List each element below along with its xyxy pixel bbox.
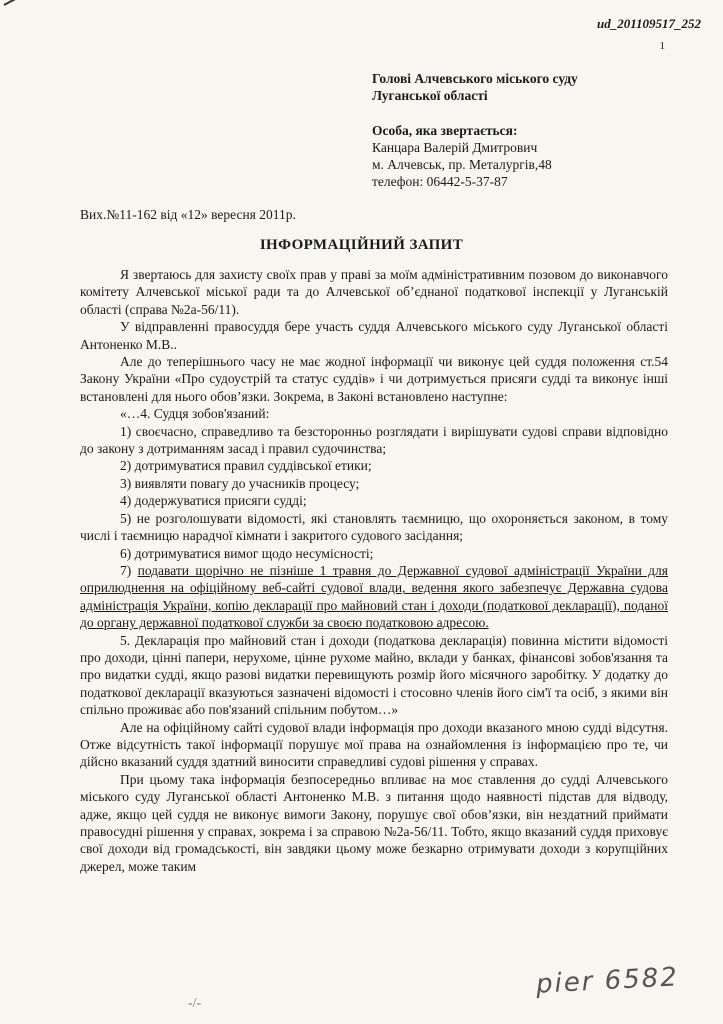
paragraph: 2) дотримуватися правил суддівської етики; [120,458,372,474]
paragraph: 3) виявляти повагу до учасників процесу; [120,475,360,491]
paragraph: 1) своєчасно, справедливо та безсторонньо розглядати і вирішувати судові справи відповідно до закону з дотриманням засад і правил судочинства; [80,423,668,457]
addressee-line-2: Луганської області [372,88,488,103]
document-body [80,266,668,875]
paragraph: При цьому така інформація безпосередньо впливає на моє ставлення до судді Алчевського міського суду Луганської області Антоненко М.В. з питання щодо наявності підстав для відводу, адже, якщо цей суддя не виконує вимоги Закону, порушує свої обов’язки, він нездатний приймати правосудні рішення у справах, зокрема і за справою №2а-56/11. Тобто, якщо вказаний суддя приховує свої доходи від громадськості, він завдяки цьому може безкарно отримувати доходи з корупційних джерел, може таким [80,771,668,874]
margin-mark: -/- [188,996,202,1011]
handwritten-note: pier 6582 [535,962,680,1000]
paragraph: Я звертаюсь для захисту своїх прав у праві за моїм адміністративним позовом до виконавчого комітету Алчевської міської ради та до Алчевської об’єднаної податкової інспекції у Луганській області (справа №2а-56/11). [80,267,668,317]
page-number: 1 [659,40,665,52]
list-prefix: 7) [120,562,138,578]
paragraph: У відправленні правосуддя бере участь суддя Алчевського міського суду Луганської області Антоненко М.В.. [80,319,668,352]
paragraph: 5) не розголошувати відомості, які становлять таємницю, що охороняється законом, в тому числі і таємницю нарадчої кімнати і закритого судового засідання; [80,510,668,544]
paragraph [80,562,668,632]
corner-pen-mark [4,0,42,6]
paragraph: «…4. Судця зобов'язаний: [120,406,270,422]
underlined-text: подавати щорічно не пізніше 1 травня до Державної судової адміністрації України для оприлюднення на офіційному веб-сайті судової влади, ведення якого забезпечує Державна судова адміністрація України, копію декларації про майновий стан і доходи (податкової декларації), поданої до органу державної податкової служби за своєю податковою адресою. [80,562,668,631]
paragraph: 5. Декларація про майновий стан і доходи (податкова декларація) повинна містити відомості про доходи, цінні папери, нерухоме, цінне рухоме майно, вклади у банках, фінансові зобов'язання та про видатки судді, якщо разові видатки перевищують розмір його місячного заробітку. У додатку до податкової декларації вказуються зазначені відомості і стосовно членів його сім'ї та осіб, з якими він спільно проживає або пов'язаний спільним побутом…» [80,632,668,718]
outgoing-number: Вих.№11-162 від «12» вересня 2011р. [80,207,296,222]
document-title: ІНФОРМАЦІЙНИЙ ЗАПИТ [259,237,464,253]
paragraph: 4) додержуватися присяги судді; [120,493,307,509]
paragraph: Але на офіційному сайті судової влади інформація про доходи вказаного мною судді відсутня. Отже відсутність такої інформації порушує мої права на ознайомлення із інформацією про те, чи дійсно вказаний суддя здатний виносити справедливі судові рішення у справах. [80,719,668,770]
addressee-line-1: Голові Алчевського міського суду [372,71,578,86]
addressee-block [372,70,702,190]
applicant-label: Особа, яка звертається: [372,123,518,138]
document-id: ud_201109517_252 [596,16,701,31]
applicant-name: Канцара Валерій Дмитрович [372,140,538,155]
applicant-address: м. Алчевськ, пр. Металургів,48 [372,157,552,172]
paragraph: Але до теперішнього часу не має жодної інформації чи виконує цей суддя положення ст.54 Закону України «Про судоустрій та статус суддів» і чи дотримується присяги судді та виконує інші встановлені для нього обов’язки. Зокрема, в Законі встановлено наступне: [80,354,668,404]
paragraph: 6) дотримуватися вимог щодо несумісності; [120,545,374,561]
applicant-phone: телефон: 06442-5-37-87 [372,174,508,189]
